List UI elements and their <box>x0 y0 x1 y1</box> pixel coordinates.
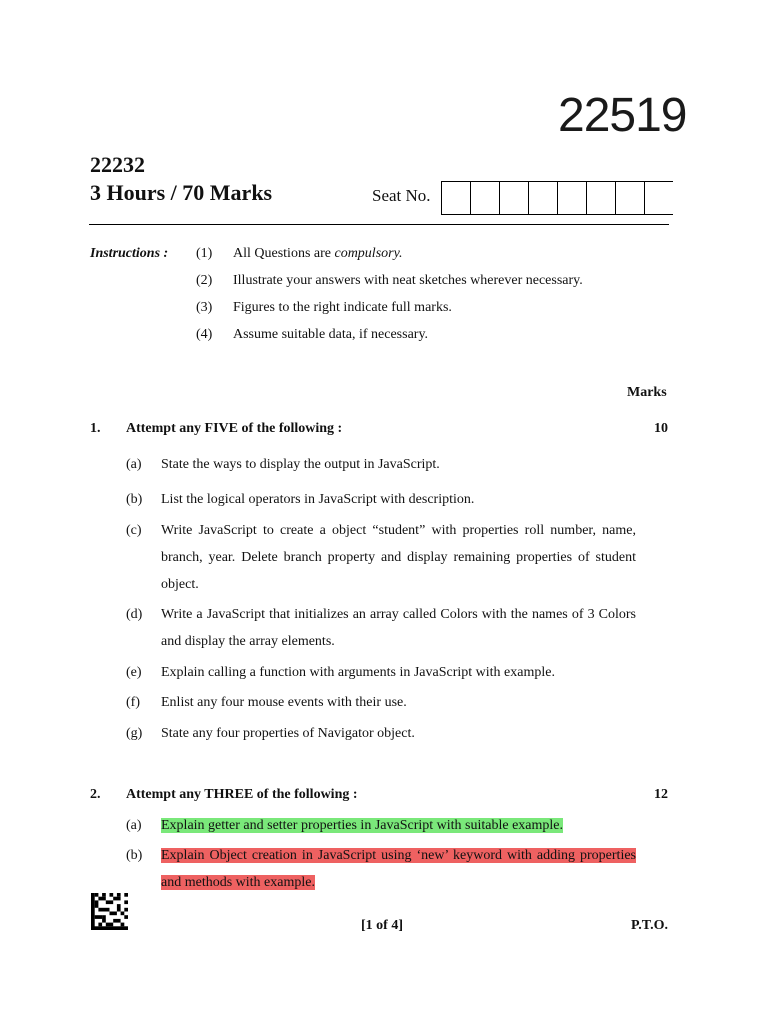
part-letter: (d) <box>126 607 143 622</box>
seat-box[interactable] <box>470 182 499 214</box>
part-letter: (b) <box>126 492 143 507</box>
seat-box[interactable] <box>441 182 470 214</box>
question-number: 1. <box>90 421 101 436</box>
header-divider <box>89 224 669 225</box>
datamatrix-code-icon <box>91 893 128 930</box>
part-letter: (e) <box>126 665 142 680</box>
part-letter: (f) <box>126 695 140 710</box>
question-title: Attempt any THREE of the following : <box>126 787 358 802</box>
page-number: [1 of 4] <box>361 918 403 933</box>
question-part <box>126 812 636 839</box>
seat-box[interactable] <box>644 182 673 214</box>
seat-box[interactable] <box>586 182 615 214</box>
part-text: Explain calling a function with arguments in JavaScript with example. <box>161 665 555 680</box>
handwritten-code: 22519 <box>558 89 687 142</box>
part-text: Enlist any four mouse events with their use. <box>161 695 407 710</box>
pto-label: P.T.O. <box>631 918 668 933</box>
part-text: Write JavaScript to create a object “student” with properties roll number, name, branch, year. Delete branch property and display remaining properties of student object. <box>161 523 636 592</box>
question-number: 2. <box>90 787 101 802</box>
seat-number-boxes[interactable] <box>441 181 673 215</box>
instruction-item <box>196 327 428 343</box>
part-letter: (a) <box>126 818 142 833</box>
duration-marks: 3 Hours / 70 Marks <box>90 180 273 205</box>
part-letter: (a) <box>126 457 142 472</box>
instruction-text: Illustrate your answers with neat sketches wherever necessary. <box>233 273 583 288</box>
question-part <box>126 517 636 598</box>
seat-box[interactable] <box>557 182 586 214</box>
seat-box[interactable] <box>499 182 528 214</box>
instruction-text: Figures to the right indicate full marks. <box>233 300 452 315</box>
instructions-label: Instructions : <box>90 246 169 261</box>
seat-box[interactable] <box>615 182 644 214</box>
highlighted-part-text: Explain Object creation in JavaScript using ‘new’ keyword with adding properties and methods with example. <box>161 848 636 890</box>
seat-box[interactable] <box>528 182 557 214</box>
part-text: Write a JavaScript that initializes an array called Colors with the names of 3 Colors and display the array elements. <box>161 607 636 649</box>
part-text: State the ways to display the output in JavaScript. <box>161 457 440 472</box>
instruction-number: (2) <box>196 273 213 288</box>
instruction-number: (3) <box>196 300 213 315</box>
question-part <box>126 689 636 716</box>
part-letter: (g) <box>126 726 143 741</box>
seat-number-label: Seat No. <box>372 186 431 205</box>
question-marks: 12 <box>654 787 668 802</box>
marks-heading: Marks <box>627 385 667 400</box>
instruction-number: (4) <box>196 327 213 342</box>
question-part <box>126 486 636 513</box>
question-part <box>126 720 636 747</box>
question-part <box>126 659 636 686</box>
question-part <box>126 842 636 896</box>
instruction-text: Assume suitable data, if necessary. <box>233 327 429 342</box>
question-part <box>126 451 636 478</box>
part-text: State any four properties of Navigator object. <box>161 726 415 741</box>
question-title: Attempt any FIVE of the following : <box>126 421 343 436</box>
instruction-item <box>196 246 403 262</box>
instruction-emphasis: compulsory. <box>334 246 403 261</box>
subject-code: 22232 <box>90 152 145 177</box>
question-part <box>126 601 636 655</box>
highlighted-part-text: Explain getter and setter properties in JavaScript with suitable example. <box>161 818 563 833</box>
instruction-text: All Questions are <box>233 246 335 261</box>
instruction-item <box>196 273 583 289</box>
question-marks: 10 <box>654 421 668 436</box>
part-letter: (b) <box>126 848 143 863</box>
instruction-number: (1) <box>196 246 213 261</box>
part-letter: (c) <box>126 523 142 538</box>
part-text: List the logical operators in JavaScript with description. <box>161 492 475 507</box>
instruction-item <box>196 300 452 316</box>
